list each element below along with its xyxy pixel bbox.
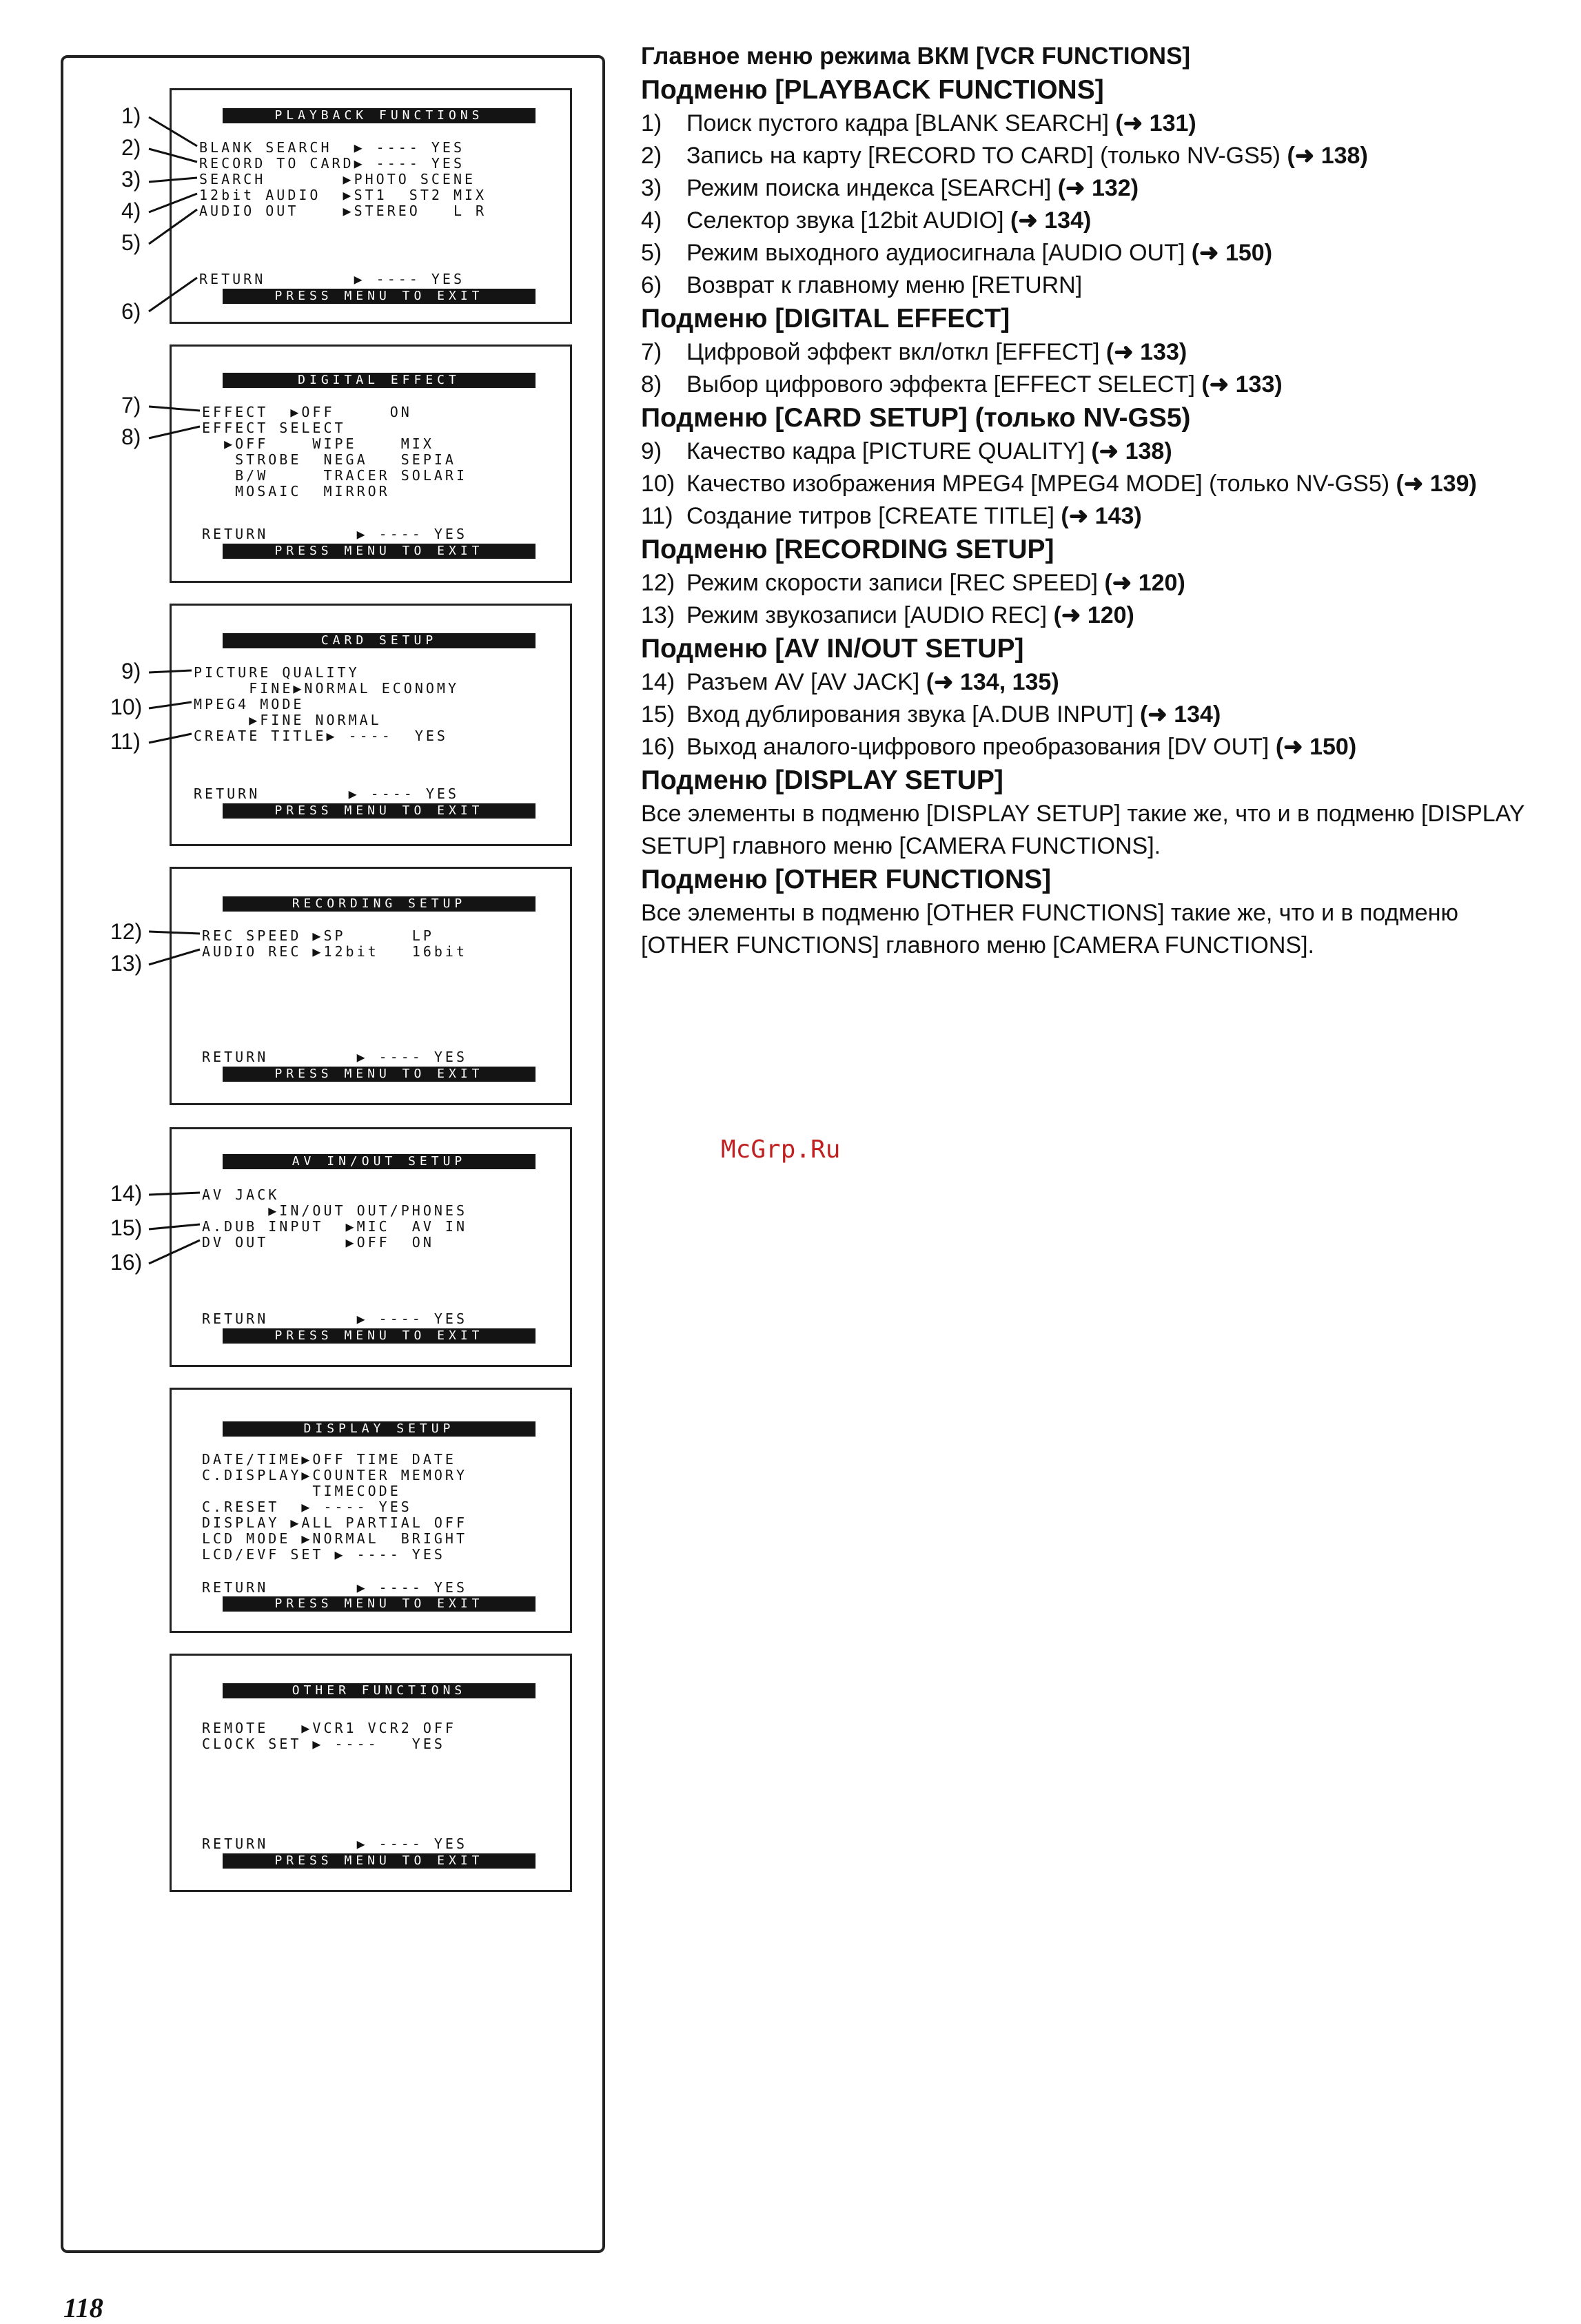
section-heading: Подменю [RECORDING SETUP] xyxy=(641,535,1054,564)
leader-line-11 xyxy=(149,734,192,743)
item-text: Селектор звука [12bit AUDIO] (➜ 134) xyxy=(686,207,1092,234)
osd-line: REC SPEED ▶SP LP xyxy=(202,927,434,944)
page-ref: (➜ 138) xyxy=(1091,438,1172,464)
callout-11: 11) xyxy=(110,729,141,754)
page-ref: (➜ 143) xyxy=(1061,503,1142,529)
callout-13: 13) xyxy=(110,951,143,976)
osd-return-line: RETURN ▶ ---- YES xyxy=(202,1310,467,1327)
page-ref: (➜ 134) xyxy=(1010,207,1092,234)
osd-line: AV JACK xyxy=(202,1186,280,1203)
osd-press-menu-to-exit: PRESS MENU TO EXIT xyxy=(223,803,536,819)
osd-line: 12bit AUDIO ▶ST1 ST2 MIX xyxy=(199,187,487,203)
item-number: 9) xyxy=(641,438,662,464)
page-ref: (➜ 133) xyxy=(1201,371,1283,398)
item-text: Режим скорости записи [REC SPEED] (➜ 120) xyxy=(686,570,1185,596)
osd-return-line: RETURN ▶ ---- YES xyxy=(202,526,467,542)
osd-screen-title: AV IN/OUT SETUP xyxy=(223,1154,536,1169)
list-item xyxy=(641,567,1551,599)
osd-line: DATE/TIME▶OFF TIME DATE xyxy=(202,1451,456,1468)
list-item xyxy=(641,666,1551,699)
page-ref: (➜ 139) xyxy=(1396,471,1477,497)
callout-8: 8) xyxy=(121,424,141,449)
callout-2: 2) xyxy=(121,135,141,160)
osd-press-menu-to-exit: PRESS MENU TO EXIT xyxy=(223,544,536,559)
callout-leader-lines xyxy=(0,0,620,1378)
leader-line-15 xyxy=(149,1224,200,1229)
item-number: 2) xyxy=(641,143,662,169)
osd-return-line: RETURN ▶ ---- YES xyxy=(202,1579,467,1596)
osd-line: SEARCH ▶PHOTO SCENE xyxy=(199,171,476,187)
callout-12: 12) xyxy=(110,919,143,944)
item-number: 1) xyxy=(641,110,662,136)
osd-line: EFFECT ▶OFF ON xyxy=(202,404,412,420)
osd-line: LCD/EVF SET ▶ ---- YES xyxy=(202,1546,445,1563)
callout-6: 6) xyxy=(121,299,141,324)
item-number: 15) xyxy=(641,701,675,728)
item-text: Поиск пустого кадра [BLANK SEARCH] (➜ 131) xyxy=(686,110,1196,136)
leader-line-4 xyxy=(149,194,197,212)
osd-screen-other-functions xyxy=(170,1654,572,1892)
list-item xyxy=(641,172,1551,205)
osd-return-line: RETURN ▶ ---- YES xyxy=(194,785,459,802)
list-item xyxy=(641,699,1551,731)
item-number: 7) xyxy=(641,339,662,365)
page-ref: (➜ 120) xyxy=(1104,570,1185,596)
item-number: 14) xyxy=(641,669,675,695)
list-item xyxy=(641,369,1551,401)
callout-1: 1) xyxy=(121,103,141,128)
item-text: Режим выходного аудиосигнала [AUDIO OUT] (➜ 150) xyxy=(686,240,1273,266)
menu-description-text xyxy=(641,40,1551,962)
leader-line-6 xyxy=(149,278,197,311)
section-heading: Подменю [DIGITAL EFFECT] xyxy=(641,304,1010,333)
item-number: 11) xyxy=(641,503,673,529)
item-text: Режим звукозаписи [AUDIO REC] (➜ 120) xyxy=(686,602,1134,628)
page-ref: (➜ 150) xyxy=(1275,734,1357,760)
osd-line: CLOCK SET ▶ ---- YES xyxy=(202,1736,445,1752)
osd-press-menu-to-exit: PRESS MENU TO EXIT xyxy=(223,289,536,304)
list-item xyxy=(641,468,1551,500)
item-number: 6) xyxy=(641,272,662,298)
callout-15: 15) xyxy=(110,1215,143,1240)
page-ref: (➜ 131) xyxy=(1115,110,1196,136)
osd-line: PICTURE QUALITY xyxy=(194,664,360,681)
page-ref: (➜ 132) xyxy=(1057,175,1139,201)
leader-line-7 xyxy=(149,407,200,411)
callout-5: 5) xyxy=(121,230,141,255)
item-text: Качество изображения MPEG4 [MPEG4 MODE] (только NV-GS5) (➜ 139) xyxy=(686,471,1477,497)
section-heading: Подменю [PLAYBACK FUNCTIONS] xyxy=(641,75,1104,105)
list-item xyxy=(641,435,1551,468)
item-text: Разъем AV [AV JACK] (➜ 134, 135) xyxy=(686,669,1059,695)
osd-press-menu-to-exit: PRESS MENU TO EXIT xyxy=(223,1067,536,1082)
page-ref: (➜ 134, 135) xyxy=(926,669,1059,695)
callout-7: 7) xyxy=(121,393,141,418)
osd-screen-title: DISPLAY SETUP xyxy=(223,1421,536,1437)
osd-line: LCD MODE ▶NORMAL BRIGHT xyxy=(202,1530,467,1547)
leader-line-5 xyxy=(149,209,197,244)
leader-line-10 xyxy=(149,702,192,708)
osd-line: DISPLAY ▶ALL PARTIAL OFF xyxy=(202,1514,467,1531)
page-ref: (➜ 134) xyxy=(1139,701,1221,728)
osd-line: AUDIO REC ▶12bit 16bit xyxy=(202,943,467,960)
page-ref: (➜ 150) xyxy=(1191,240,1273,266)
item-number: 13) xyxy=(641,602,675,628)
list-item xyxy=(641,205,1551,237)
list-item xyxy=(641,237,1551,269)
osd-line: CREATE TITLE▶ ---- YES xyxy=(194,728,448,744)
list-item xyxy=(641,500,1551,533)
page-ref: (➜ 138) xyxy=(1287,143,1368,169)
osd-return-line: RETURN ▶ ---- YES xyxy=(199,271,465,287)
list-item xyxy=(641,336,1551,369)
item-number: 8) xyxy=(641,371,662,398)
item-text: Качество кадра [PICTURE QUALITY] (➜ 138) xyxy=(686,438,1172,464)
osd-line: DV OUT ▶OFF ON xyxy=(202,1234,434,1251)
osd-line: ▶OFF WIPE MIX xyxy=(202,435,434,452)
osd-screen-title: CARD SETUP xyxy=(223,633,536,648)
leader-line-1 xyxy=(149,117,197,146)
leader-line-13 xyxy=(149,949,200,965)
leader-line-3 xyxy=(149,178,197,182)
osd-line: BLANK SEARCH ▶ ---- YES xyxy=(199,139,465,156)
callout-3: 3) xyxy=(121,167,141,192)
osd-screen-title: RECORDING SETUP xyxy=(223,896,536,912)
callout-16: 16) xyxy=(110,1250,143,1275)
item-number: 5) xyxy=(641,240,662,266)
item-text: Выбор цифрового эффекта [EFFECT SELECT] (➜ 133) xyxy=(686,371,1283,398)
page-ref: (➜ 120) xyxy=(1053,602,1134,628)
osd-line: AUDIO OUT ▶STEREO L R xyxy=(199,203,487,219)
osd-line: C.DISPLAY▶COUNTER MEMORY xyxy=(202,1467,467,1483)
item-text: Возврат к главному меню [RETURN] xyxy=(686,272,1083,298)
section-heading: Подменю [DISPLAY SETUP] xyxy=(641,765,1003,795)
section-paragraph: Все элементы в подменю [OTHER FUNCTIONS] такие же, что и в подменю [OTHER FUNCTIONS] главного меню [CAMERA FUNCTIONS]. xyxy=(641,900,1458,958)
list-item xyxy=(641,599,1551,632)
osd-line: STROBE NEGA SEPIA xyxy=(202,451,456,468)
callout-10: 10) xyxy=(110,695,143,719)
watermark: McGrp.Ru xyxy=(721,1135,841,1164)
item-text: Цифровой эффект вкл/откл [EFFECT] (➜ 133) xyxy=(686,339,1187,365)
callout-9: 9) xyxy=(121,659,141,683)
osd-screen-display-setup xyxy=(170,1388,572,1633)
osd-press-menu-to-exit: PRESS MENU TO EXIT xyxy=(223,1853,536,1869)
osd-line: B/W TRACER SOLARI xyxy=(202,467,467,484)
section-paragraph: Все элементы в подменю [DISPLAY SETUP] такие же, что и в подменю [DISPLAY SETUP] главного меню [CAMERA FUNCTIONS]. xyxy=(641,801,1524,859)
osd-line: ▶FINE NORMAL xyxy=(194,712,382,728)
osd-line: REMOTE ▶VCR1 VCR2 OFF xyxy=(202,1720,456,1736)
page-number: 118 xyxy=(63,2292,103,2323)
osd-line: MPEG4 MODE xyxy=(194,696,305,712)
section-heading: Подменю [OTHER FUNCTIONS] xyxy=(641,865,1052,894)
osd-line: C.RESET ▶ ---- YES xyxy=(202,1499,412,1515)
item-text: Режим поиска индекса [SEARCH] (➜ 132) xyxy=(686,175,1139,201)
item-text: Вход дублирования звука [A.DUB INPUT] (➜ 134) xyxy=(686,701,1221,728)
section-heading: Подменю [AV IN/OUT SETUP] xyxy=(641,634,1024,664)
osd-screen-title: PLAYBACK FUNCTIONS xyxy=(223,108,536,123)
osd-return-line: RETURN ▶ ---- YES xyxy=(202,1835,467,1852)
osd-line: RECORD TO CARD▶ ---- YES xyxy=(199,155,465,172)
leader-line-8 xyxy=(149,426,200,438)
main-heading: Главное меню режима ВКМ [VCR FUNCTIONS] xyxy=(641,43,1191,70)
item-number: 12) xyxy=(641,570,675,596)
item-number: 16) xyxy=(641,734,675,760)
section-heading: Подменю [CARD SETUP] (только NV-GS5) xyxy=(641,403,1191,433)
callout-14: 14) xyxy=(110,1181,143,1206)
callout-4: 4) xyxy=(121,198,141,223)
list-item xyxy=(641,731,1551,763)
osd-line: ▶IN/OUT OUT/PHONES xyxy=(202,1202,467,1219)
item-text: Выход аналого-цифрового преобразования [DV OUT] (➜ 150) xyxy=(686,734,1357,760)
osd-press-menu-to-exit: PRESS MENU TO EXIT xyxy=(223,1328,536,1344)
page-ref: (➜ 133) xyxy=(1105,339,1187,365)
item-number: 10) xyxy=(641,471,675,497)
leader-line-2 xyxy=(149,149,197,162)
item-text: Запись на карту [RECORD TO CARD] (только NV-GS5) (➜ 138) xyxy=(686,143,1368,169)
list-item xyxy=(641,269,1551,302)
item-text: Создание титров [CREATE TITLE] (➜ 143) xyxy=(686,503,1142,529)
osd-line: MOSAIC MIRROR xyxy=(202,483,390,500)
osd-line: EFFECT SELECT xyxy=(202,420,346,436)
leader-line-16 xyxy=(149,1240,200,1264)
osd-screen-title: DIGITAL EFFECT xyxy=(223,373,536,388)
item-number: 3) xyxy=(641,175,662,201)
item-number: 4) xyxy=(641,207,662,234)
osd-press-menu-to-exit: PRESS MENU TO EXIT xyxy=(223,1596,536,1612)
list-item xyxy=(641,140,1551,172)
osd-line: FINE▶NORMAL ECONOMY xyxy=(194,680,459,697)
osd-screen-title: OTHER FUNCTIONS xyxy=(223,1683,536,1698)
leader-line-9 xyxy=(149,670,192,672)
list-item xyxy=(641,107,1551,140)
osd-line: A.DUB INPUT ▶MIC AV IN xyxy=(202,1218,467,1235)
osd-return-line: RETURN ▶ ---- YES xyxy=(202,1049,467,1065)
leader-line-12 xyxy=(149,932,200,934)
leader-line-14 xyxy=(149,1193,200,1195)
osd-line: TIMECODE xyxy=(202,1483,401,1499)
